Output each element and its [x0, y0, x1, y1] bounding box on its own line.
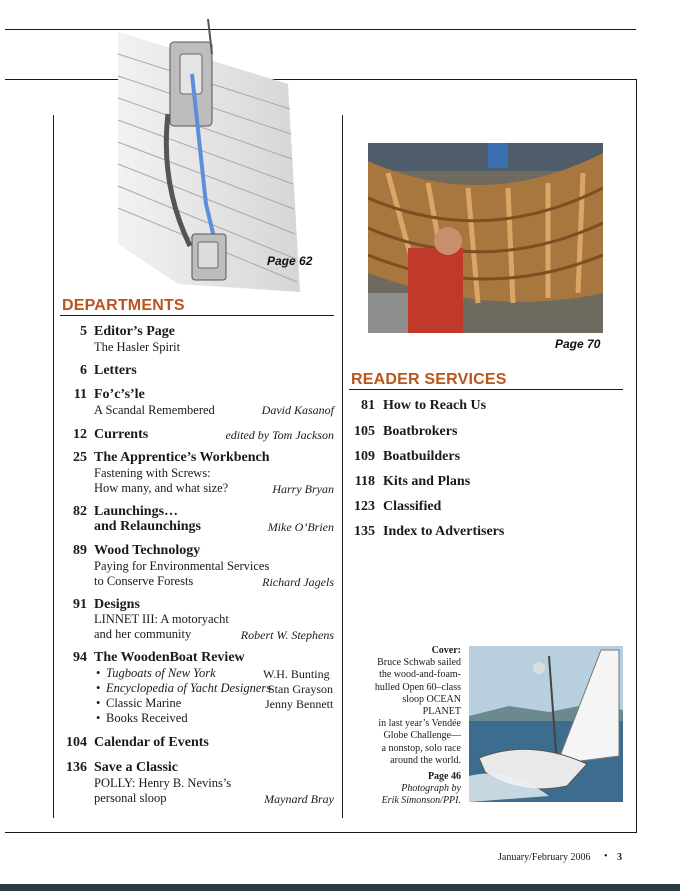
service-number: 109	[354, 449, 375, 464]
review-author: W.H. Bunting	[263, 667, 330, 681]
illustration-caption: Page 62	[267, 254, 313, 268]
entry-number: 89	[73, 543, 87, 558]
service-number: 105	[354, 424, 375, 439]
cover-credit-line: Erik Simonson/PPI.	[381, 795, 461, 807]
entry-author: Robert W. Stephens	[240, 628, 334, 642]
entry-title: Letters	[94, 363, 137, 378]
review-bullet: •	[96, 681, 101, 695]
entry-number: 82	[73, 504, 87, 519]
service-number: 118	[354, 474, 375, 489]
cover-label: Cover:	[431, 645, 461, 656]
photo-caption: Page 70	[555, 337, 601, 351]
review-bullet: •	[96, 696, 101, 710]
left-column-rule	[53, 115, 54, 818]
cover-page: Page 46	[427, 771, 461, 782]
entry-subtitle: How many, and what size?	[94, 481, 229, 495]
entry-subtitle: The Hasler Spirit	[94, 340, 181, 354]
entry-title: The Apprentice’s Workbench	[94, 450, 270, 465]
service-number: 123	[354, 499, 375, 514]
entry-author: David Kasanof	[261, 403, 334, 417]
entry-title: The WoodenBoat Review	[94, 650, 245, 665]
cover-sailboat-photo	[469, 646, 623, 802]
review-title: Classic Marine	[106, 696, 182, 710]
entry-title: Launchings…	[94, 504, 179, 519]
cleat-illustration	[108, 14, 323, 292]
entry-number: 94	[73, 650, 87, 665]
entry-author: Harry Bryan	[272, 482, 334, 496]
service-number: 135	[354, 524, 375, 539]
entry-number: 11	[73, 387, 87, 402]
review-author: Jenny Bennett	[265, 697, 334, 711]
review-bullet: •	[96, 666, 101, 680]
cover-caption-line: a nonstop, solo race	[381, 742, 461, 754]
review-bullet: •	[96, 711, 101, 725]
review-title: Books Received	[106, 711, 188, 725]
cover-caption-line: Globe Challenge—	[383, 730, 461, 742]
entry-title: Save a Classic	[94, 760, 178, 775]
issue-date: January/February 2006	[498, 852, 591, 863]
entry-number: 25	[73, 450, 87, 465]
boatbuilding-photo	[368, 143, 603, 333]
bottom-shadow-bar	[0, 884, 680, 891]
departments-heading: DEPARTMENTS	[62, 297, 185, 314]
entry-author: Richard Jagels	[262, 575, 334, 589]
entry-title: Currents	[94, 427, 149, 442]
entry-subtitle: Paying for Environmental Services	[94, 559, 270, 573]
cover-credit	[369, 771, 461, 808]
service-title: Boatbuilders	[383, 449, 461, 464]
departments-heading-rule	[60, 315, 334, 316]
footer-separator: •	[604, 851, 608, 862]
service-number: 81	[361, 398, 375, 413]
entry-title: Fo’c’s’le	[94, 387, 145, 402]
reader-services-heading-rule	[349, 389, 623, 390]
cover-caption	[369, 645, 461, 767]
entry-number: 136	[66, 760, 87, 775]
entry-title: Calendar of Events	[94, 735, 209, 750]
cover-caption-line: sloop OCEAN PLANET	[402, 693, 461, 718]
cover-credit-line: Photograph by	[401, 783, 461, 795]
entry-title: Wood Technology	[94, 543, 201, 558]
review-author: Stan Grayson	[268, 682, 333, 696]
entry-subtitle: LINNET III: A motoryacht	[94, 612, 229, 626]
entry-title-continued: and Relaunchings	[94, 519, 201, 534]
entry-author: Mike O’Brien	[267, 520, 334, 534]
cover-caption-line: the wood-and-foam-	[379, 669, 461, 681]
entry-author: Maynard Bray	[264, 792, 334, 806]
service-title: How to Reach Us	[383, 398, 487, 413]
service-title: Classified	[383, 499, 442, 514]
review-title: Tugboats of New York	[106, 666, 216, 680]
cover-caption-line: Bruce Schwab sailed	[377, 657, 461, 669]
entry-number: 104	[66, 735, 87, 750]
entry-author: edited by Tom Jackson	[225, 428, 334, 442]
entry-number: 12	[73, 427, 87, 442]
entry-number: 6	[80, 363, 87, 378]
cover-caption-line: hulled Open 60–class	[374, 681, 461, 693]
entry-subtitle: POLLY: Henry B. Nevins’s	[94, 776, 232, 790]
service-title: Index to Advertisers	[383, 524, 505, 539]
service-title: Kits and Plans	[383, 474, 471, 489]
cover-caption-line: around the world.	[390, 754, 461, 766]
cover-caption-line: in last year’s Vendée	[378, 718, 461, 730]
reader-services-heading: READER SERVICES	[351, 371, 507, 388]
entry-title: Editor’s Page	[94, 324, 175, 339]
page-number: 3	[617, 852, 622, 863]
entry-subtitle: Fastening with Screws:	[94, 466, 211, 480]
entry-subtitle: A Scandal Remembered	[94, 403, 215, 417]
service-title: Boatbrokers	[383, 424, 458, 439]
frame-right-rule	[636, 79, 637, 832]
entry-number: 5	[80, 324, 87, 339]
center-column-rule	[342, 115, 343, 818]
entry-number: 91	[73, 597, 87, 612]
entry-subtitle: and her community	[94, 627, 192, 641]
entry-subtitle: personal sloop	[94, 791, 167, 805]
frame-bottom-rule	[5, 832, 637, 833]
entry-subtitle: to Conserve Forests	[94, 574, 194, 588]
review-title: Encyclopedia of Yacht Designers	[106, 681, 272, 695]
entry-title: Designs	[94, 597, 140, 612]
